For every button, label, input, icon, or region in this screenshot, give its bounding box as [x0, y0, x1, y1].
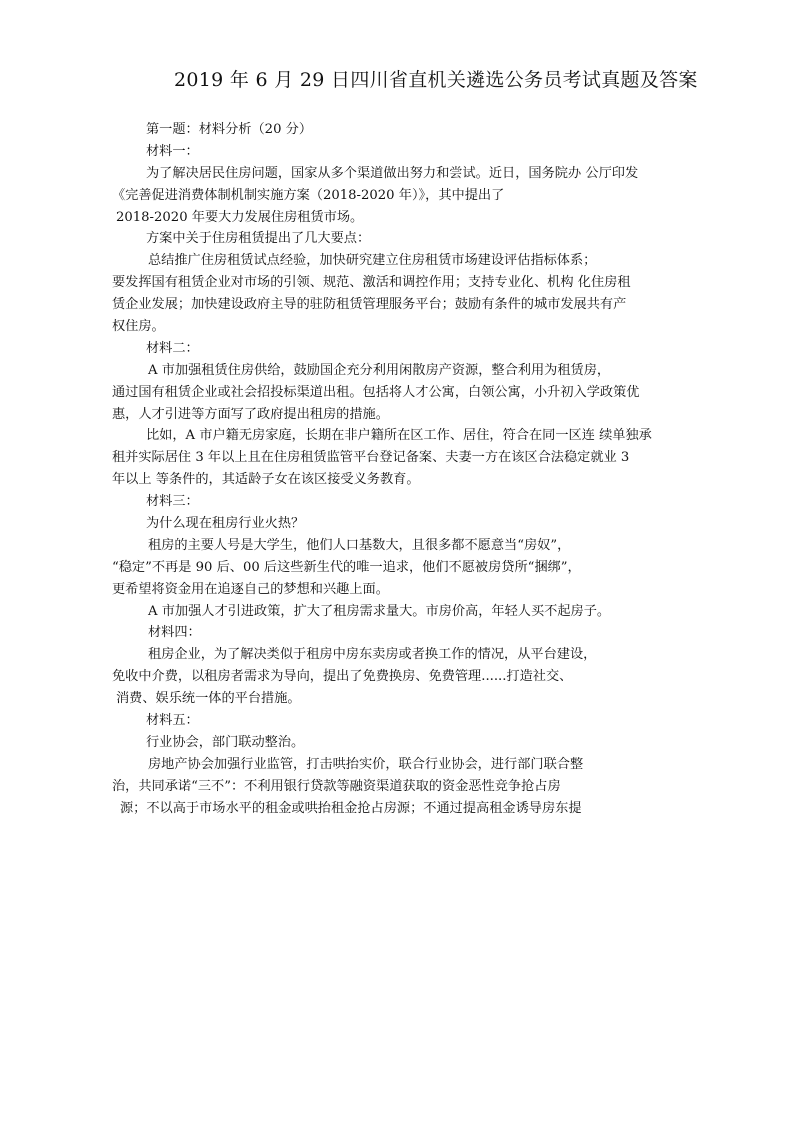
document-body: [112, 119, 694, 820]
paragraph-line: 更希望将资金用在追逐自己的梦想和兴趣上面。: [112, 581, 389, 597]
paragraph-line: 源；不以高于市场水平的租金或哄抬租金抢占房源；不通过提高租金诱导房东提: [120, 800, 582, 816]
paragraph-line: 行业协会，部门联动整治。: [146, 734, 305, 750]
material-5-heading: 材料五：: [146, 713, 199, 729]
material-3-heading: 材料三：: [146, 494, 199, 510]
paragraph-line: A 市加强人才引进政策，扩大了租房需求量大。市房价高，年轻人买不起房子。: [148, 603, 611, 619]
paragraph-line: 方案中关于住房租赁提出了几大要点：: [146, 231, 371, 247]
paragraph-line: 要发挥国有租赁企业对市场的引领、规范、激活和调控作用；支持专业化、机构 化住房租: [112, 275, 631, 291]
paragraph-line: 租并实际居住 3 年以上且在住房租赁监管平台登记备案、夫妻一方在该区合法稳定就业 3: [112, 450, 630, 466]
paragraph-line: 《完善促进消费体制机制实施方案（2018-2020 年）》，其中提出了: [112, 187, 505, 203]
paragraph-line: “稳定”不再是 90 后、00 后这些新生代的唯一追求，他们不愿被房贷所“捆绑”，: [112, 559, 581, 575]
paragraph-line: 2018-2020 年要大力发展住房租赁市场。: [116, 209, 364, 225]
paragraph-line: 消费、娱乐统一体的平台措施。: [116, 691, 301, 707]
paragraph-line: 赁企业发展；加快建设政府主导的驻防租赁管理服务平台；鼓励有条件的城市发展共有产: [112, 297, 627, 313]
paragraph-line: 为了解决居民住房问题，国家从多个渠道做出努力和尝试。近日，国务院办 公厅印发: [146, 165, 639, 181]
paragraph-line: 权住房。: [112, 319, 165, 335]
paragraph-line: 免收中介费，以租房者需求为导向，提出了免费换房、免费管理......打造社交、: [112, 669, 573, 685]
paragraph-line: 比如，A 市户籍无房家庭，长期在非户籍所在区工作、居住，符合在同一区连 续单独承: [146, 428, 652, 444]
paragraph-line: 治，共同承诺“三不”：不利用银行贷款等融资渠道获取的资金恶性竞争抢占房: [112, 778, 561, 794]
paragraph-line: 租房的主要人号是大学生，他们人口基数大，且很多都不愿意当“房奴”，: [148, 537, 571, 553]
paragraph-line: 房地产协会加强行业监管，打击哄抬实价，联合行业协会，进行部门联合整: [148, 756, 584, 772]
material-4-heading: 材料四：: [148, 625, 201, 641]
paragraph-line: A 市加强租赁住房供给，鼓励国企充分利用闲散房产资源，整合利用为租赁房，: [148, 362, 611, 378]
paragraph-line: 通过国有租赁企业或社会招投标渠道出租。包括将人才公寓，白领公寓，小升初入学政策优: [112, 384, 640, 400]
question-heading: 第一题：材料分析（20 分）: [146, 122, 313, 137]
material-1-heading: 材料一：: [146, 143, 199, 159]
paragraph-line: 租房企业，为了解决类似于租房中房东卖房或者换工作的情况，从平台建设，: [148, 647, 597, 663]
paragraph-line: 总结推广住房租赁试点经验，加快研究建立住房租赁市场建设评估指标体系；: [148, 253, 597, 269]
document-title: 2019 年 6 月 29 日四川省直机关遴选公务员考试真题及答案: [174, 69, 698, 91]
paragraph-line: 惠，人才引进等方面写了政府提出租房的措施。: [112, 406, 389, 422]
material-2-heading: 材料二：: [146, 340, 199, 356]
paragraph-line: 为什么现在租房行业火热？: [146, 516, 305, 532]
paragraph-line: 年以上 等条件的，其适龄子女在该区接受义务教育。: [112, 472, 420, 488]
